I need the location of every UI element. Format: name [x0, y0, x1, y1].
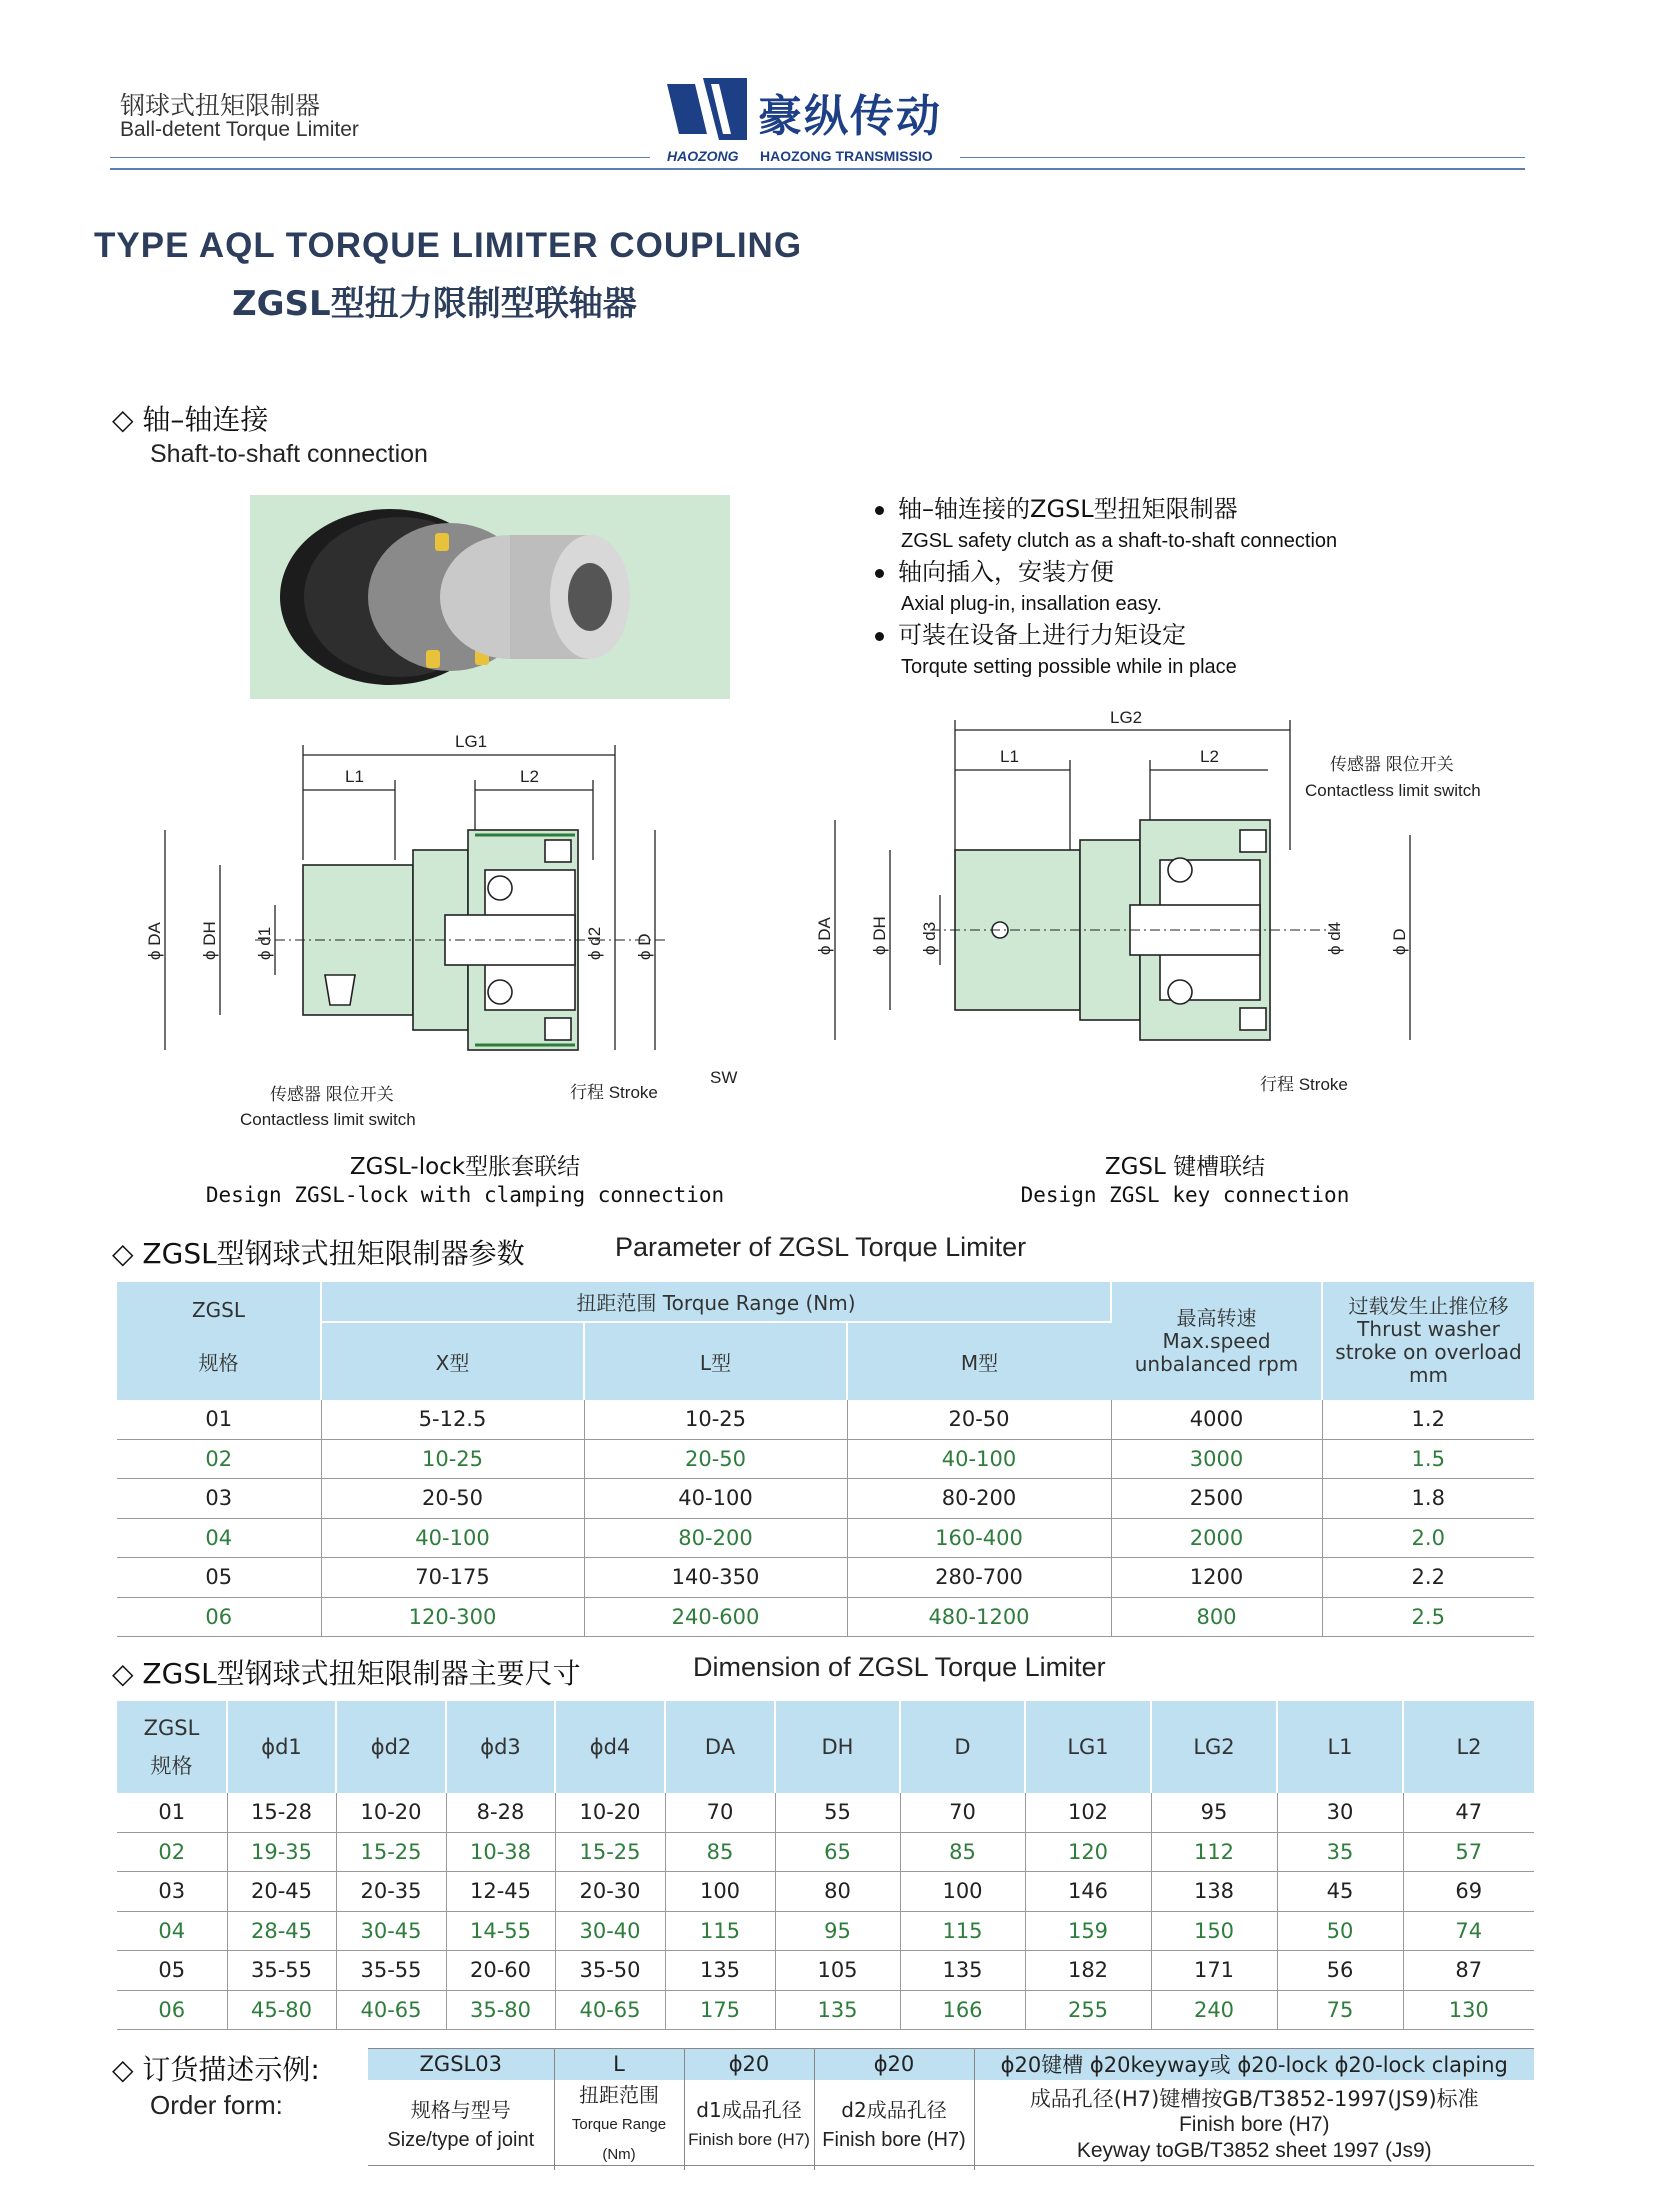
table-cell: 182: [1025, 1951, 1151, 1991]
table-row: [117, 1518, 1534, 1558]
table-cell: 15-28: [227, 1793, 336, 1832]
header-max-speed: 最高转速 Max.speed unbalanced rpm: [1111, 1282, 1322, 1400]
sensor-label-en: Contactless limit switch: [1305, 781, 1481, 800]
page-title-en: TYPE AQL TORQUE LIMITER COUPLING: [94, 226, 803, 265]
table-cell: 35-50: [555, 1951, 665, 1991]
bullet-icon: [875, 569, 884, 578]
table-cell: 105: [775, 1951, 900, 1991]
table-cell: 3000: [1111, 1439, 1322, 1479]
table-cell: 40-100: [584, 1479, 847, 1519]
table-row: [117, 1558, 1534, 1598]
dim-label-dh: ϕ DH: [870, 916, 889, 955]
feature-item-en: ZGSL safety clutch as a shaft-to-shaft connection: [901, 530, 1338, 552]
bullet-icon: [875, 632, 884, 641]
table-cell: 70: [665, 1793, 775, 1832]
table-cell: 160-400: [847, 1518, 1111, 1558]
table-cell: 06: [117, 1990, 227, 2030]
table-cell: 55: [775, 1793, 900, 1832]
table-cell: 102: [1025, 1793, 1151, 1832]
table-cell: 74: [1403, 1911, 1534, 1951]
table-cell: 115: [665, 1911, 775, 1951]
table-cell: 112: [1151, 1832, 1277, 1872]
table-cell: 135: [665, 1951, 775, 1991]
table-cell: 05: [117, 1951, 227, 1991]
table-cell: 120-300: [321, 1597, 584, 1637]
header-d1: ϕd1: [227, 1701, 336, 1793]
table-cell: 03: [117, 1479, 321, 1519]
table-cell: 75: [1277, 1990, 1403, 2030]
sensor-label-en: Contactless limit switch: [240, 1110, 416, 1129]
product-name-en: Ball-detent Torque Limiter: [120, 118, 359, 141]
table-cell: 35-55: [336, 1951, 446, 1991]
order-form-bottom-rule: [368, 2165, 1534, 2166]
dim-label-l2: L2: [1200, 747, 1219, 766]
table-cell: 4000: [1111, 1400, 1322, 1439]
table-cell: 01: [117, 1793, 227, 1832]
dim-label-l1: L1: [1000, 747, 1019, 766]
dim-label-d: ϕ D: [635, 933, 654, 960]
table-cell: 65: [775, 1832, 900, 1872]
header-divider-left: [110, 157, 650, 158]
table-cell: 10-25: [321, 1439, 584, 1479]
table-cell: 8-28: [446, 1793, 555, 1832]
dim-label-lg2: LG2: [1110, 708, 1143, 727]
header-spec: 规格: [117, 1322, 321, 1400]
header-d4: ϕd4: [555, 1701, 665, 1793]
table-cell: 100: [900, 1872, 1025, 1912]
product-photo: [250, 495, 730, 699]
header-l2: L2: [1403, 1701, 1534, 1793]
table-cell: 80-200: [584, 1518, 847, 1558]
dim-label-d3: ϕ d3: [920, 921, 939, 955]
order-example-d1: ϕ20: [684, 2048, 814, 2080]
table-cell: 30: [1277, 1793, 1403, 1832]
table-cell: 480-1200: [847, 1597, 1111, 1637]
table-cell: 20-35: [336, 1872, 446, 1912]
table-cell: 02: [117, 1832, 227, 1872]
section-shaft-title-cn: ◇ 轴–轴连接: [112, 403, 269, 436]
table-cell: 1.5: [1322, 1439, 1534, 1479]
table-cell: 87: [1403, 1951, 1534, 1991]
table-cell: 35-55: [227, 1951, 336, 1991]
table-cell: 280-700: [847, 1558, 1111, 1598]
table-cell: 20-30: [555, 1872, 665, 1912]
feature-item: 轴向插入，安装方便: [875, 557, 1337, 589]
drawing-key-connection: [815, 708, 1520, 1130]
section-parameter-title-cn: ◇ ZGSL型钢球式扭矩限制器参数: [112, 1237, 525, 1270]
table-row: [117, 1872, 1534, 1912]
table-cell: 95: [775, 1911, 900, 1951]
table-cell: 175: [665, 1990, 775, 2030]
table-cell: 15-25: [336, 1832, 446, 1872]
table-cell: 2.2: [1322, 1558, 1534, 1598]
header-lg2: LG2: [1151, 1701, 1277, 1793]
dim-label-da: ϕ DA: [815, 917, 834, 955]
table-cell: 255: [1025, 1990, 1151, 2030]
table-cell: 240-600: [584, 1597, 847, 1637]
product-name-cn: 钢球式扭矩限制器: [120, 91, 321, 120]
table-cell: 10-20: [336, 1793, 446, 1832]
table-cell: 80: [775, 1872, 900, 1912]
drawing-clamping-connection: [145, 720, 785, 1140]
table-cell: 159: [1025, 1911, 1151, 1951]
table-cell: 95: [1151, 1793, 1277, 1832]
caption-clamping-en: Design ZGSL-lock with clamping connection: [205, 1183, 725, 1207]
table-cell: 166: [900, 1990, 1025, 2030]
table-cell: 03: [117, 1872, 227, 1912]
table-cell: 150: [1151, 1911, 1277, 1951]
header-zgsl: ZGSL: [117, 1282, 321, 1322]
header-torque-range: 扭距范围 Torque Range (Nm): [321, 1282, 1111, 1322]
table-cell: 171: [1151, 1951, 1277, 1991]
table-cell: 40-100: [847, 1439, 1111, 1479]
brand-name-cn: 豪纵传动: [758, 91, 942, 142]
table-cell: 30-45: [336, 1911, 446, 1951]
table-cell: 35: [1277, 1832, 1403, 1872]
sensor-label-cn: 传感器 限位开关: [270, 1085, 394, 1104]
table-cell: 5-12.5: [321, 1400, 584, 1439]
table-row: [117, 1990, 1534, 2030]
table-cell: 240: [1151, 1990, 1277, 2030]
table-cell: 56: [1277, 1951, 1403, 1991]
header-l1: L1: [1277, 1701, 1403, 1793]
order-example-torque: L: [554, 2048, 684, 2080]
header-divider: [110, 168, 1525, 170]
table-cell: 45: [1277, 1872, 1403, 1912]
table-cell: 12-45: [446, 1872, 555, 1912]
table-cell: 20-50: [847, 1400, 1111, 1439]
brand-name-en: HAOZONG TRANSMISSIO: [760, 148, 933, 164]
header-dh: DH: [775, 1701, 900, 1793]
dim-label-l2: L2: [520, 767, 539, 786]
dim-label-l1: L1: [345, 767, 364, 786]
bullet-icon: [875, 506, 884, 515]
table-cell: 19-35: [227, 1832, 336, 1872]
dim-label-d2: ϕ d2: [585, 926, 604, 960]
table-cell: 130: [1403, 1990, 1534, 2030]
dim-label-d4: ϕ d4: [1325, 921, 1344, 955]
order-desc-torque: 扭距范围 Torque Range (Nm): [554, 2080, 684, 2170]
stroke-label: 行程 Stroke: [570, 1083, 658, 1102]
order-form-title-cn: ◇ 订货描述示例:: [112, 2053, 320, 2086]
table-cell: 40-65: [336, 1990, 446, 2030]
table-cell: 138: [1151, 1872, 1277, 1912]
header-da: DA: [665, 1701, 775, 1793]
header-thrust-stroke: 过载发生止推位移 Thrust washer stroke on overload mm: [1322, 1282, 1534, 1400]
header-m-type: M型: [847, 1322, 1111, 1400]
table-cell: 140-350: [584, 1558, 847, 1598]
dim-label-da: ϕ DA: [145, 922, 164, 960]
order-example-size: ZGSL03: [368, 2048, 554, 2080]
feature-item-en: Axial plug-in, insallation easy.: [901, 593, 1162, 615]
table-cell: 135: [775, 1990, 900, 2030]
brand-name-en-italic: HAOZONG: [667, 148, 739, 164]
table-cell: 10-20: [555, 1793, 665, 1832]
table-row: [117, 1793, 1534, 1832]
feature-item-en: Torqute setting possible while in place: [901, 656, 1237, 678]
parameter-table: [117, 1282, 1534, 1637]
table-row: [117, 1479, 1534, 1519]
caption-clamping-cn: ZGSL-lock型胀套联结: [349, 1154, 581, 1180]
header-divider-right: [960, 157, 1525, 158]
table-cell: 10-25: [584, 1400, 847, 1439]
table-cell: 2000: [1111, 1518, 1322, 1558]
table-cell: 45-80: [227, 1990, 336, 2030]
header-zgsl-spec: ZGSL 规格: [117, 1701, 227, 1793]
table-cell: 2.0: [1322, 1518, 1534, 1558]
table-cell: 70: [900, 1793, 1025, 1832]
page-title-cn: ZGSL型扭力限制型联轴器: [232, 284, 637, 324]
table-cell: 02: [117, 1439, 321, 1479]
header-d: D: [900, 1701, 1025, 1793]
order-desc-d1: d1成品孔径 Finish bore (H7): [684, 2080, 814, 2170]
table-cell: 40-100: [321, 1518, 584, 1558]
dim-label-d: ϕ D: [1390, 928, 1409, 955]
table-cell: 1.8: [1322, 1479, 1534, 1519]
header-lg1: LG1: [1025, 1701, 1151, 1793]
sensor-label-cn: 传感器 限位开关: [1330, 755, 1454, 774]
header-d2: ϕd2: [336, 1701, 446, 1793]
table-cell: 2500: [1111, 1479, 1322, 1519]
dim-label-lg1: LG1: [455, 732, 488, 751]
dim-label-d1: ϕ d1: [255, 926, 274, 960]
table-cell: 146: [1025, 1872, 1151, 1912]
table-cell: 80-200: [847, 1479, 1111, 1519]
table-cell: 20-45: [227, 1872, 336, 1912]
stroke-label: 行程 Stroke: [1260, 1075, 1348, 1094]
table-cell: 04: [117, 1911, 227, 1951]
table-cell: 2.5: [1322, 1597, 1534, 1637]
table-cell: 57: [1403, 1832, 1534, 1872]
order-form-title-en: Order form:: [150, 2090, 283, 2120]
table-cell: 06: [117, 1597, 321, 1637]
table-cell: 85: [665, 1832, 775, 1872]
table-row: [117, 1400, 1534, 1439]
order-example-bore: ϕ20键槽 ϕ20keyway或 ϕ20-lock ϕ20-lock claping: [974, 2048, 1534, 2080]
table-cell: 800: [1111, 1597, 1322, 1637]
table-cell: 10-38: [446, 1832, 555, 1872]
header-d3: ϕd3: [446, 1701, 555, 1793]
table-cell: 1200: [1111, 1558, 1322, 1598]
table-cell: 14-55: [446, 1911, 555, 1951]
sw-label: SW: [710, 1068, 738, 1087]
table-cell: 85: [900, 1832, 1025, 1872]
table-row: [117, 1597, 1534, 1637]
table-cell: 28-45: [227, 1911, 336, 1951]
section-parameter-title-en: Parameter of ZGSL Torque Limiter: [615, 1232, 1027, 1262]
section-shaft-title-en: Shaft-to-shaft connection: [150, 440, 428, 468]
table-cell: 01: [117, 1400, 321, 1439]
table-cell: 135: [900, 1951, 1025, 1991]
table-cell: 1.2: [1322, 1400, 1534, 1439]
table-row: [117, 1951, 1534, 1991]
order-form-table: [368, 2048, 1534, 2170]
table-cell: 20-60: [446, 1951, 555, 1991]
header-x-type: X型: [321, 1322, 584, 1400]
section-dimension-title-cn: ◇ ZGSL型钢球式扭矩限制器主要尺寸: [112, 1657, 581, 1690]
feature-item: 轴–轴连接的ZGSL型扭矩限制器: [875, 494, 1337, 526]
table-cell: 20-50: [584, 1439, 847, 1479]
table-cell: 115: [900, 1911, 1025, 1951]
table-row: [117, 1832, 1534, 1872]
table-cell: 30-40: [555, 1911, 665, 1951]
table-cell: 50: [1277, 1911, 1403, 1951]
table-cell: 35-80: [446, 1990, 555, 2030]
order-desc-size: 规格与型号 Size/type of joint: [368, 2080, 554, 2170]
feature-list: [875, 494, 1337, 683]
feature-item: 可装在设备上进行力矩设定: [875, 620, 1337, 652]
order-form-top-rule: [368, 2048, 1534, 2049]
header-l-type: L型: [584, 1322, 847, 1400]
table-cell: 120: [1025, 1832, 1151, 1872]
order-desc-d2: d2成品孔径 Finish bore (H7): [814, 2080, 974, 2170]
table-cell: 70-175: [321, 1558, 584, 1598]
table-cell: 05: [117, 1558, 321, 1598]
logo-icon: [667, 76, 747, 140]
section-dimension-title-en: Dimension of ZGSL Torque Limiter: [693, 1652, 1106, 1682]
table-row: [117, 1911, 1534, 1951]
caption-key-en: Design ZGSL key connection: [1020, 1183, 1350, 1207]
table-cell: 20-50: [321, 1479, 584, 1519]
dim-label-dh: ϕ DH: [200, 921, 219, 960]
table-cell: 04: [117, 1518, 321, 1558]
dimension-table: [117, 1701, 1534, 2030]
order-desc-bore: 成品孔径(H7)键槽按GB/T3852-1997(JS9)标准 Finish bore (H7) Keyway toGB/T3852 sheet 1997 (Js9): [1029, 2087, 1479, 2162]
table-cell: 47: [1403, 1793, 1534, 1832]
order-example-d2: ϕ20: [814, 2048, 974, 2080]
table-cell: 69: [1403, 1872, 1534, 1912]
table-cell: 15-25: [555, 1832, 665, 1872]
table-cell: 40-65: [555, 1990, 665, 2030]
table-row: [117, 1439, 1534, 1479]
table-cell: 100: [665, 1872, 775, 1912]
caption-key-cn: ZGSL 键槽联结: [1104, 1154, 1266, 1180]
